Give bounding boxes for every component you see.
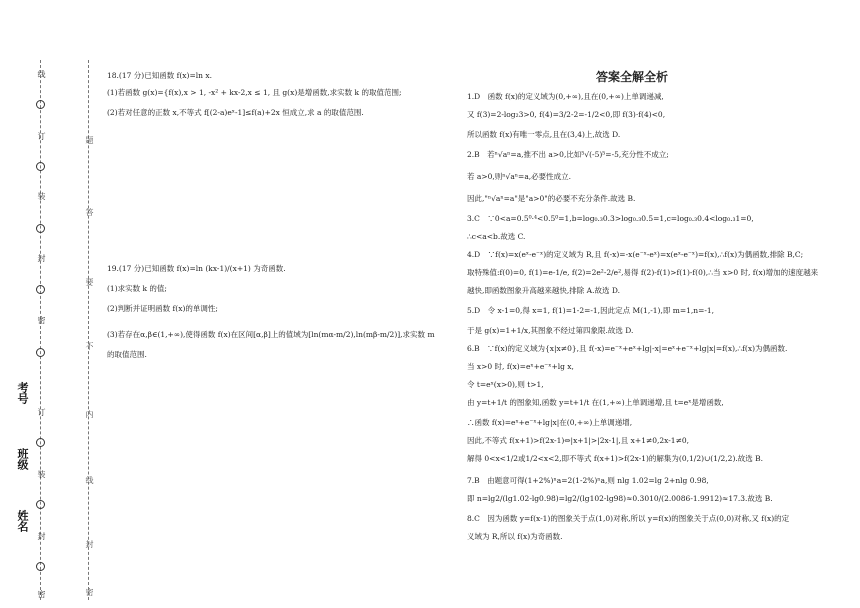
answer-line: 2.B 若ⁿ√aⁿ=a,推不出 a>0,比如⁵√(-5)⁵=-5,充分性不成立; (467, 150, 669, 159)
margin-note: 答 (85, 208, 94, 216)
binding-hole (36, 500, 45, 509)
question-text: 19.(17 分)已知函数 f(x)=ln (kx-1)/(x+1) 为奇函数. (107, 264, 286, 273)
question-text: 18.(17 分)已知函数 f(x)=ln x. (107, 71, 212, 80)
margin-note: 封 (85, 540, 94, 548)
answer-title: 答案全解全析 (596, 70, 669, 84)
answer-line: ∴c<a<b.故选 C. (467, 232, 526, 241)
answer-line: 4.D ∵f(x)=x(eˣ-e⁻ˣ)的定义域为 R,且 f(-x)=-x(e⁻ˣ-eˣ)=x(eˣ-e⁻ˣ)=f(x),∴f(x)为偶函数,排除 B,C; (467, 250, 804, 259)
binding-hole (36, 224, 45, 233)
binding-hole (36, 162, 45, 171)
binding-mark: 订 (37, 132, 46, 140)
answer-line: 8.C 因为函数 y=f(x-1)的图象关于点(1,0)对称,所以 y=f(x)的图象关于点(0,0)对称,又 f(x)的定 (467, 514, 790, 523)
binding-hole (36, 285, 45, 294)
answer-line: 当 x>0 时, f(x)=eˣ+e⁻ˣ+lg x, (467, 362, 574, 371)
student-id-label: 考号 (16, 382, 29, 404)
outer-dashed-line (40, 60, 41, 600)
answer-line: ∴函数 f(x)=eˣ+e⁻ˣ+lg|x|在(0,+∞)上单调递增, (467, 418, 633, 427)
question-text: (1)求实数 k 的值; (107, 284, 167, 293)
binding-mark: 订 (37, 408, 46, 416)
answer-line: 因此,不等式 f(x+1)>f(2x-1)⇔|x+1|>|2x-1|,且 x+1≠0,2x-1≠0, (467, 436, 690, 445)
answer-line: 即 n=lg2/(lg1.02-lg0.98)=lg2/(lg102-lg98)≈0.3010/(2.0086-1.9912)≈17.3.故选 B. (467, 494, 773, 503)
binding-mark: 线 (37, 70, 46, 78)
binding-hole (36, 348, 45, 357)
binding-mark: 装 (37, 192, 46, 200)
margin-note: 内 (85, 410, 94, 418)
answer-line: 1.D 函数 f(x)的定义域为(0,+∞),且在(0,+∞)上单调递减, (467, 92, 664, 101)
binding-mark: 装 (37, 470, 46, 478)
binding-strip (0, 0, 60, 608)
question-text: (2)若对任意的正数 x,不等式 f[(2-a)eˣ-1]≤f(a)+2x 恒成立,求 a 的取值范围. (107, 108, 364, 117)
binding-hole (36, 562, 45, 571)
binding-hole (36, 438, 45, 447)
answer-line: 解得 0<x<1/2或1/2<x<2,即不等式 f(x+1)>f(2x-1)的解集为(0,1/2)∪(1/2,2).故选 B. (467, 454, 764, 463)
margin-note: 不 (85, 342, 94, 350)
answer-line: 越快,即函数图象升高越来越快,排除 A.故选 D. (467, 286, 620, 295)
student-class-label: 班级 (16, 448, 29, 470)
answer-line: 6.B ∵f(x)的定义域为{x|x≠0},且 f(-x)=e⁻ˣ+eˣ+lg|-x|=eˣ+e⁻ˣ+lg|x|=f(x),∴f(x)为偶函数. (467, 344, 788, 353)
answer-line: 义域为 R,所以 f(x)为奇函数. (467, 532, 563, 541)
question-text: (1)若函数 g(x)={f(x),x > 1, -x² + kx-2,x ≤ 1, 且 g(x)是增函数,求实数 k 的取值范围; (107, 88, 402, 97)
question-text: (3)若存在α,β∈(1,+∞),使得函数 f(x)在区间[α,β]上的值域为[ln(mα-m/2),ln(mβ-m/2)],求实数 m (107, 330, 435, 339)
answer-line: 3.C ∵0<a=0.5⁰·⁴<0.5⁰=1,b=log₀.₃0.3>log₀.₃0.5=1,c=log₀.₃0.4<log₀.₃1=0, (467, 214, 754, 223)
margin-note: 线 (85, 476, 94, 484)
question-text: (2)判断并证明函数 f(x)的单调性; (107, 304, 218, 313)
answer-line: 又 f(3)=2-log₂3>0, f(4)=3/2-2=-1/2<0,即 f(3)·f(4)<0, (467, 110, 666, 119)
answer-line: 由 y=t+1/t 的图象知,函数 y=t+1/t 在(1,+∞)上单调递增,且 t=eˣ是增函数, (467, 398, 724, 407)
binding-mark: 封 (37, 254, 46, 262)
answer-line: 5.D 令 x-1=0,得 x=1, f(1)=1-2=-1,因此定点 M(1,-1),即 m=1,n=-1, (467, 306, 715, 315)
binding-mark: 封 (37, 532, 46, 540)
binding-mark: 密 (37, 316, 46, 324)
answer-line: 取特殊值:f(0)=0, f(1)=e-1/e, f(2)=2e²-2/e²,易得 f(2)-f(1)>f(1)-f(0),∴当 x>0 时, f(x)增加的速度越来 (467, 268, 819, 277)
student-name-label: 姓名 (16, 510, 29, 532)
answer-line: 若 a>0,则ⁿ√aⁿ=a,必要性成立. (467, 172, 572, 181)
answer-line: 7.B 由题意可得(1+2%)ⁿa=2(1-2%)ⁿa,则 nlg 1.02=lg 2+nlg 0.98, (467, 476, 709, 485)
answer-line: 于是 g(x)=1+1/x,其图象不经过第四象限.故选 D. (467, 326, 634, 335)
answer-line: 因此,"ⁿ√aⁿ=a"是"a>0"的必要不充分条件.故选 B. (467, 194, 636, 203)
answer-line: 所以函数 f(x)有唯一零点,且在(3,4)上,故选 D. (467, 130, 621, 139)
binding-hole (36, 100, 45, 109)
binding-mark: 密 (37, 590, 46, 598)
margin-note: 要 (85, 278, 94, 286)
question-text: 的取值范围. (107, 350, 147, 359)
margin-note: 题 (85, 136, 94, 144)
answer-line: 令 t=eˣ(x>0),则 t>1, (467, 380, 544, 389)
margin-note: 密 (85, 588, 94, 596)
